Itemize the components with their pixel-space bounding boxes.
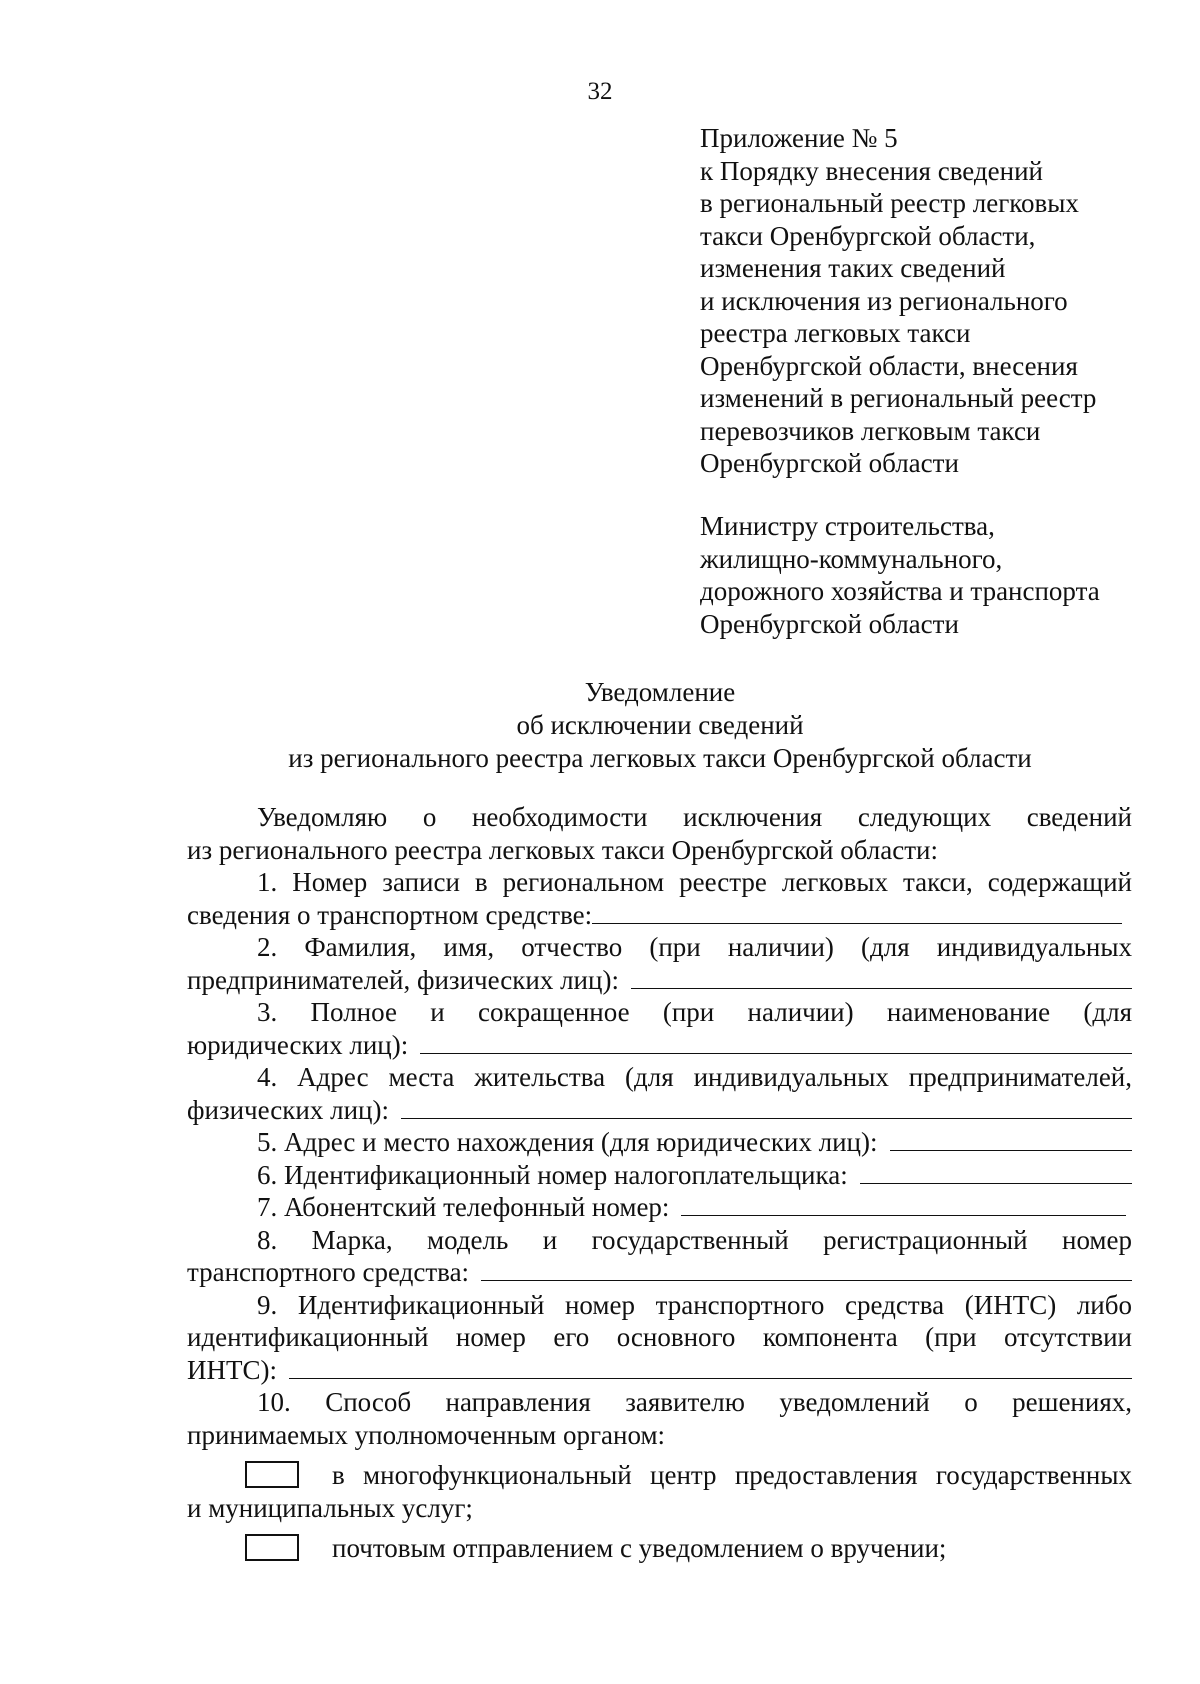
appendix-line: и исключения из регионального [700, 285, 1068, 316]
title-line: об исключении сведений [516, 710, 804, 740]
item1-field [187, 899, 1132, 932]
item1-line-1: 1. Номер записи в региональном реестре легковых такси, содержащий [257, 867, 1132, 897]
item7-field [187, 1191, 1132, 1224]
option-mfc-line-2: и муниципальных услуг; [187, 1492, 473, 1523]
item5-label: 5. Адрес и место нахождения (для юридических лиц): [257, 1127, 878, 1157]
option-mfc-checkbox[interactable] [245, 1461, 299, 1488]
item8-line-1: 8. Марка, модель и государственный регистрационный номер [257, 1224, 1132, 1255]
appendix-line: Оренбургской области, внесения [700, 350, 1078, 381]
item2-label: предпринимателей, физических лиц): [187, 964, 619, 995]
addressee-block [700, 510, 1170, 640]
item7-label: 7. Абонентский телефонный номер: [257, 1192, 670, 1222]
appendix-line: Приложение № 5 [700, 123, 898, 153]
item2-blank-line[interactable] [631, 966, 1132, 989]
item8-field [187, 1256, 1132, 1289]
option-mfc [187, 1459, 1132, 1524]
appendix-line: перевозчиков легковым такси [700, 415, 1041, 446]
title-line: из регионального реестра легковых такси Оренбургской области [288, 743, 1032, 773]
document-body [187, 801, 1132, 1565]
document-title [160, 676, 1160, 775]
item6-field [187, 1159, 1132, 1192]
option-post [187, 1532, 1132, 1565]
option-mfc-line-1: в многофункциональный центр предоставления государственных [332, 1460, 1132, 1490]
item1-blank-line[interactable] [592, 901, 1122, 924]
item3-field [187, 1029, 1132, 1062]
item3-line-1: 3. Полное и сокращенное (при наличии) наименование (для [257, 997, 1132, 1027]
addressee-line: Оренбургской области [700, 608, 959, 639]
item8-label: транспортного средства: [187, 1257, 470, 1287]
item4-line-1: 4. Адрес места жительства (для индивидуальных предпринимателей, [257, 1062, 1132, 1092]
option-post-checkbox[interactable] [245, 1534, 299, 1561]
page-number: 32 [587, 78, 613, 105]
item5-blank-line[interactable] [890, 1128, 1133, 1151]
appendix-line: к Порядку внесения сведений [700, 155, 1043, 186]
option-post-label: почтовым отправлением с уведомлением о вручении; [332, 1533, 947, 1563]
item6-blank-line[interactable] [860, 1161, 1132, 1184]
item9-line-1: 9. Идентификационный номер транспортного средства (ИНТС) либо [257, 1289, 1132, 1320]
addressee-line: Министру строительства, [700, 511, 995, 541]
appendix-line: в региональный реестр легковых [700, 188, 1079, 218]
appendix-line: Оренбургской области [700, 448, 959, 478]
item5-field [187, 1126, 1132, 1159]
appendix-block [700, 122, 1170, 480]
item2-field [187, 964, 1132, 997]
title-line: Уведомление [584, 677, 736, 707]
item1-label: сведения о транспортном средстве: [187, 899, 593, 930]
item10-line-2: принимаемых уполномоченным органом: [187, 1419, 666, 1450]
item8-blank-line[interactable] [481, 1258, 1132, 1281]
item9-field [187, 1354, 1132, 1387]
addressee-line: жилищно-коммунального, [700, 543, 1003, 574]
item3-label: юридических лиц): [187, 1029, 409, 1060]
item10-line-1: 10. Способ направления заявителю уведомлений о решениях, [257, 1387, 1132, 1417]
item9-line-2: идентификационный номер его основного компонента (при отсутствии [187, 1322, 1132, 1352]
item9-label: ИНТС): [187, 1354, 277, 1385]
item7-blank-line[interactable] [681, 1193, 1126, 1216]
addressee-line: дорожного хозяйства и транспорта [700, 576, 1100, 606]
item4-blank-line[interactable] [401, 1096, 1132, 1119]
item6-label: 6. Идентификационный номер налогоплательщика: [257, 1159, 848, 1190]
item9-blank-line[interactable] [289, 1356, 1132, 1379]
appendix-line: изменения таких сведений [700, 253, 1006, 283]
item4-label: физических лиц): [187, 1094, 389, 1125]
intro-line-2: из регионального реестра легковых такси Оренбургской области: [187, 834, 938, 865]
appendix-line: реестра легковых такси [700, 318, 971, 348]
appendix-line: такси Оренбургской области, [700, 220, 1036, 251]
intro-line-1: Уведомляю о необходимости исключения следующих сведений [257, 802, 1132, 832]
appendix-line: изменений в региональный реестр [700, 383, 1097, 413]
item2-line-1: 2. Фамилия, имя, отчество (при наличии) (для индивидуальных [257, 932, 1132, 962]
item3-blank-line[interactable] [420, 1031, 1132, 1054]
item4-field [187, 1094, 1132, 1127]
